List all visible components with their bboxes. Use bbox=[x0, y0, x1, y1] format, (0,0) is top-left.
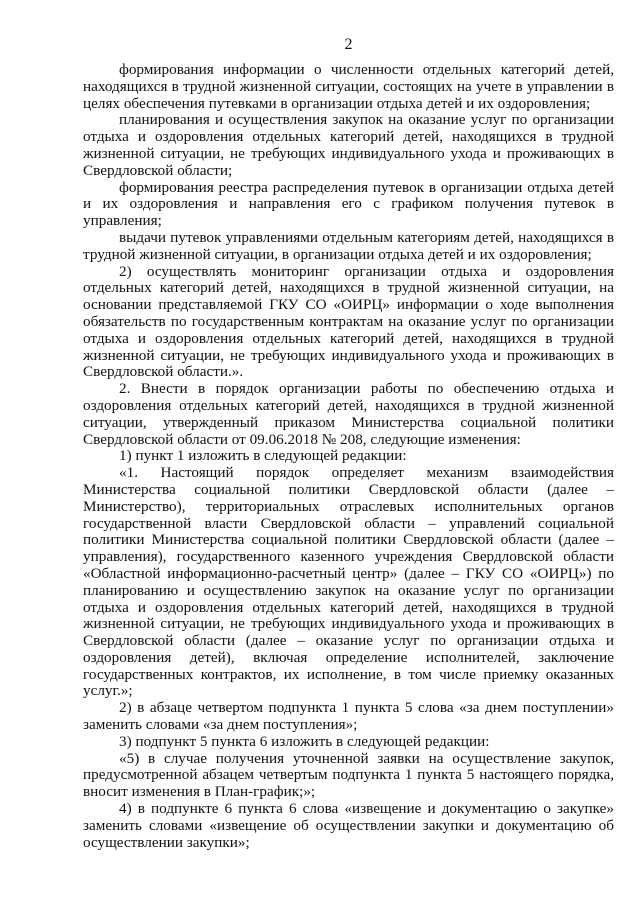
paragraph-11: «5) в случае получения уточненной заявки на осуществление закупок, предусмотренной абзацем четвертым подпункта 1 пункта 5 настоящего порядка, вносит изменения в План-график;»; bbox=[83, 749, 614, 801]
paragraph-10: 3) подпункт 5 пункта 6 изложить в следующей редакции: bbox=[119, 732, 490, 750]
paragraph-5: 2) осуществлять мониторинг организации отдыха и оздоровления отдельных категорий детей, находящихся в трудной жизненной ситуации, на основании представляемой ГКУ СО «ОИРЦ» информации о ходе выполнения обязательств по государственным контрактам на оказание услуг по организации отдыха и оздоровления отдельных категорий детей, находящихся в трудной жизненной ситуации, не требующих индивидуального ухода и проживающих в Свердловской области.». bbox=[83, 262, 614, 381]
paragraph-8: «1. Настоящий порядок определяет механизм взаимодействия Министерства социальной политики Свердловской области (далее – Министерство), территориальных отраслевых исполнительных органов государственной власти Свердловской области – управлений социальной политики Министерства социальной политики Свердловской области (далее – управления), государственного казенного учреждения Свердловской области «Областной информационно-расчетный центр» (далее – ГКУ СО «ОИРЦ») по планированию и осуществлению закупок на оказание услуг по организации отдыха и оздоровления отдельных категорий детей, находящихся в трудной жизненной ситуации, не требующих индивидуального ухода и проживающих в Свердловской области (далее – оказание услуг по организации отдыха и оздоровления детей), включая определение исполнителей, заключение государственных контрактов, их исполнение, в том числе приемку оказанных услуг.»; bbox=[83, 464, 614, 700]
paragraph-1: формирования информации о численности отдельных категорий детей, находящихся в трудной жизненной ситуации, состоящих на учете в управлении в целях обеспечения путевками в организации отдыха детей и их оздоровления; bbox=[83, 61, 614, 112]
page-number: 2 bbox=[344, 36, 353, 53]
paragraph-12: 4) в подпункте 6 пункта 6 слова «извещение и документацию о закупке» заменить словами «извещение об осуществлении закупки и документацию об осуществлении закупки»; bbox=[83, 800, 614, 851]
paragraph-6: 2. Внести в порядок организации работы по обеспечению отдыха и оздоровления отдельных категорий детей, находящихся в трудной жизненной ситуации, утвержденный приказом Министерства социальной политики Свердловской области от 09.06.2018 № 208, следующие изменения: bbox=[83, 380, 614, 448]
paragraph-9: 2) в абзаце четвертом подпункта 1 пункта 5 слова «за днем поступлении» заменить словами «за днем поступления»; bbox=[83, 699, 614, 734]
paragraph-3: формирования реестра распределения путевок в организации отдыха детей и их оздоровления и направления его с графиком получения путевок в управления; bbox=[83, 178, 614, 230]
paragraph-2: планирования и осуществления закупок на оказание услуг по организации отдыха и оздоровления отдельных категорий детей, находящихся в трудной жизненной ситуации, не требующих индивидуального ухода и проживающих в Свердловской области; bbox=[83, 111, 614, 179]
paragraph-4: выдачи путевок управлениями отдельным категориям детей, находящихся в трудной жизненной ситуации, в организации отдыха детей и их оздоровления; bbox=[83, 228, 614, 263]
paragraph-7: 1) пункт 1 изложить в следующей редакции: bbox=[119, 447, 407, 465]
